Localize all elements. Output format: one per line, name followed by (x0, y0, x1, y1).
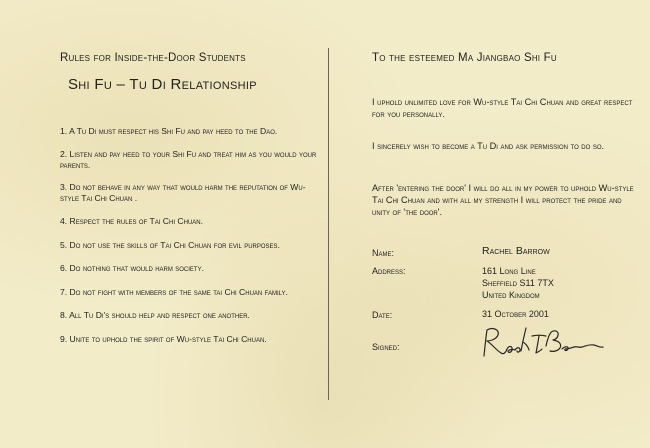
name-value: Rachel Barrow (482, 245, 550, 257)
address-line: United Kingdom (482, 290, 540, 300)
rule-item: 7. Do not fight with members of the same tai Chi Chuan family. (60, 287, 288, 297)
rule-item: 4. Respect the rules of Tai Chi Chuan. (60, 215, 203, 226)
rules-heading: Rules for Inside-the-Door Students (60, 52, 246, 64)
rule-item: 2. Listen and pay heed to your Shi Fu and treat him as you would your parents. (60, 148, 317, 170)
rule-item: 1. A Tu Di must respect his Shi Fu and pay heed to the Dao. (60, 126, 278, 136)
address-line: Sheffield S11 7TX (482, 278, 554, 288)
rule-item: 9. Unite to uphold the spirit of Wu-style Tai Chi Chuan. (60, 334, 267, 344)
signed-label: Signed: (372, 342, 400, 352)
pledge-heading: To the esteemed Ma Jiangbao Shi Fu (372, 52, 557, 64)
rule-item: 6. Do nothing that would harm society. (60, 262, 204, 273)
column-divider (328, 48, 329, 400)
address-label: Address: (372, 266, 406, 276)
handwritten-signature (476, 322, 616, 366)
address-line: 161 Long Line (482, 266, 536, 276)
rule-item: 8. All Tu Di's should help and respect one another. (60, 309, 250, 320)
pledge-paragraph: I sincerely wish to become a Tu Di and ask permission to do so. (372, 141, 605, 151)
name-label: Name: (372, 248, 395, 258)
relationship-title: Shi Fu – Tu Di Relationship (68, 76, 257, 93)
rule-item: 5. Do not use the skills of Tai Chi Chuan for evil purposes. (60, 240, 280, 250)
rules-list (60, 126, 318, 357)
pledge-paragraph: I uphold unlimited love for Wu-style Tai Chi Chuan and great respect for you personally. (372, 97, 633, 119)
rule-item: 3. Do not behave in any way that would harm the reputation of Wu-style Tai Chi Chuan . (60, 182, 306, 203)
pledge-paragraph: After 'entering the door' I will do all in my power to uphold Wu-style Tai Chi Chuan and with all my strength I will protect the pride and unity of 'the door'. (372, 183, 634, 217)
date-label: Date: (372, 310, 393, 320)
date-value: 31 October 2001 (482, 309, 549, 319)
